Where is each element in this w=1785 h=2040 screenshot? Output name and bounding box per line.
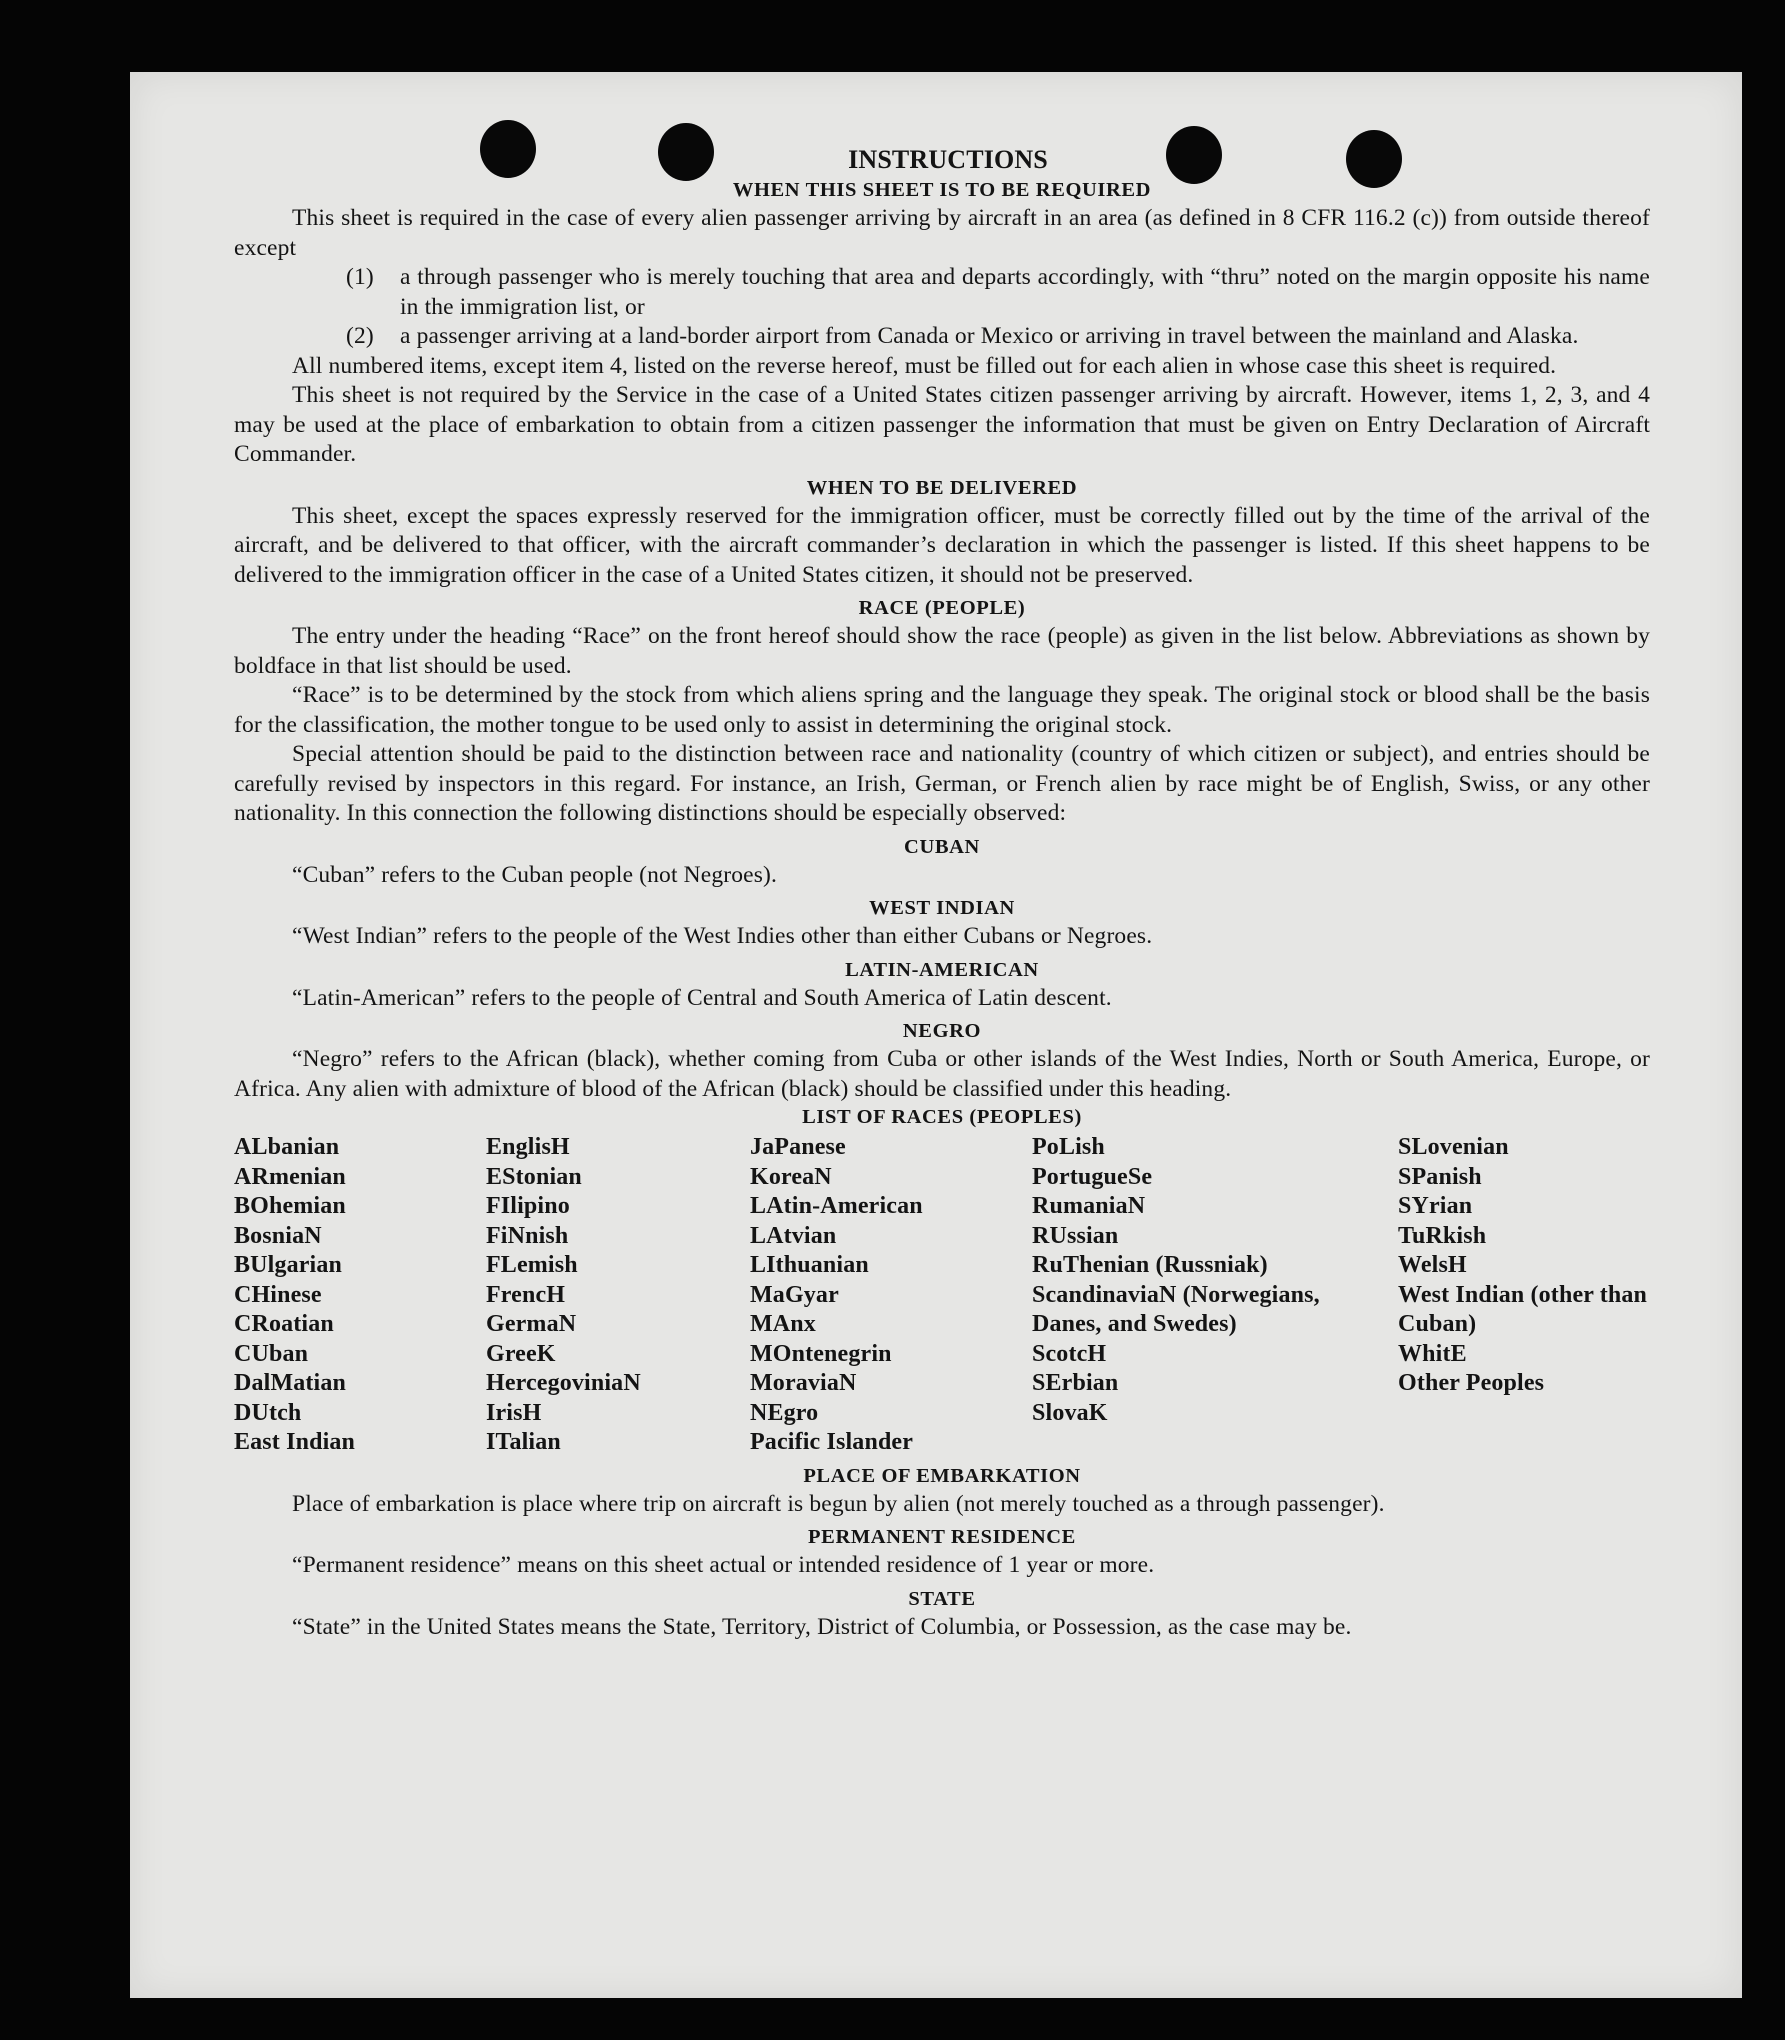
heading-when-required: WHEN THIS SHEET IS TO BE REQUIRED bbox=[732, 179, 1152, 201]
race-entry: FLemish bbox=[486, 1252, 578, 1278]
race-entry: DalMatian bbox=[234, 1370, 347, 1396]
item-text: a passenger arriving at a land-border airport from Canada or Mexico or arriving in travel between the mainland and Alaska. bbox=[400, 323, 1579, 349]
race-entry: LAtin-American bbox=[750, 1193, 923, 1219]
race-entry: NEgro bbox=[750, 1399, 819, 1426]
race-entry: CRoatian bbox=[234, 1311, 334, 1337]
race-entry: RuThenian (Russniak) bbox=[1032, 1252, 1268, 1278]
page-title: INSTRUCTIONS bbox=[848, 145, 1048, 174]
race-entry: Pacific Islander bbox=[750, 1429, 914, 1455]
paragraph: This sheet, except the spaces expressly reserved for the immigration officer, must be correctly filled out by the time of the arrival of the aircraft, and be delivered to that officer, with the aircraft commander’s declaration in which the passenger is listed. If this sheet happens to be delivered to the immigration officer in the case of a United States citizen, it should not be preserved. bbox=[234, 502, 1650, 588]
race-entry: SlovaK bbox=[1032, 1399, 1108, 1426]
paragraph: “Negro” refers to the African (black), whether coming from Cuba or other islands of the West Indies, North or South America, Europe, or Africa. Any alien with admixture of blood of the African (black) should be classified under this heading. bbox=[234, 1046, 1650, 1102]
heading-when-delivered: WHEN TO BE DELIVERED bbox=[806, 476, 1078, 499]
race-list bbox=[234, 1133, 1650, 1458]
race-entry: LIthuanian bbox=[750, 1252, 869, 1278]
heading-state: STATE bbox=[908, 1587, 976, 1610]
paragraph: All numbered items, except item 4, listed on the reverse hereof, must be filled out for each alien in whose case this sheet is required. bbox=[292, 352, 1557, 379]
race-column bbox=[1398, 1133, 1650, 1458]
item-number: (2) bbox=[346, 323, 374, 349]
race-entry: LAtvian bbox=[750, 1222, 837, 1249]
instructions-text bbox=[234, 143, 1650, 1642]
heading-race: RACE (PEOPLE) bbox=[858, 597, 1026, 619]
paragraph: “Cuban” refers to the Cuban people (not Negroes). bbox=[292, 861, 778, 888]
race-column bbox=[486, 1133, 750, 1458]
race-entry: Other Peoples bbox=[1398, 1370, 1545, 1396]
race-entry: MOntenegrin bbox=[750, 1340, 892, 1367]
paragraph: “Permanent residence” means on this sheet actual or intended residence of 1 year or more. bbox=[292, 1552, 1155, 1578]
heading-list-of-races: LIST OF RACES (PEOPLES) bbox=[802, 1106, 1082, 1128]
race-entry: MoraviaN bbox=[750, 1370, 857, 1396]
paragraph: “Race” is to be determined by the stock from which aliens spring and the language they speak. The original stock or blood shall be the basis for the classification, the mother tongue to be used only to assist in determining the original stock. bbox=[234, 682, 1650, 738]
race-entry: SYrian bbox=[1398, 1193, 1473, 1219]
paragraph: This sheet is required in the case of every alien passenger arriving by aircraft in an area (as defined in 8 CFR 116.2 (c)) from outside thereof except bbox=[234, 205, 1650, 261]
race-entry: RUssian bbox=[1032, 1222, 1119, 1249]
race-entry: FIlipino bbox=[486, 1193, 570, 1219]
race-entry: ALbanian bbox=[234, 1134, 340, 1160]
race-entry: KoreaN bbox=[750, 1163, 832, 1190]
race-entry: FiNnish bbox=[486, 1222, 569, 1249]
race-entry: WhitE bbox=[1398, 1340, 1467, 1367]
race-entry: HercegoviniaN bbox=[486, 1370, 641, 1396]
paragraph: “State” in the United States means the State, Territory, District of Columbia, or Possession, as the case may be. bbox=[292, 1613, 1352, 1640]
race-entry: BUlgarian bbox=[234, 1252, 343, 1278]
race-entry: GreeK bbox=[486, 1340, 556, 1367]
item-number: (1) bbox=[346, 264, 374, 290]
list-item bbox=[346, 322, 1650, 352]
race-entry: ScandinaviaN (Norwegians, Danes, and Swedes) bbox=[1032, 1281, 1320, 1337]
race-entry: FrencH bbox=[486, 1281, 566, 1308]
race-entry: EnglisH bbox=[486, 1134, 570, 1160]
heading-negro: NEGRO bbox=[902, 1020, 982, 1042]
paragraph: The entry under the heading “Race” on the front hereof should show the race (people) as given in the list below. Abbreviations as shown by boldface in that list should be used. bbox=[234, 623, 1650, 679]
race-entry: MaGyar bbox=[750, 1281, 839, 1308]
item-text: a through passenger who is merely touching that area and departs accordingly, with “thru” noted on the margin opposite his name in the immigration list, or bbox=[400, 264, 1650, 320]
heading-embarkation: PLACE OF EMBARKATION bbox=[803, 1464, 1081, 1487]
paragraph: “West Indian” refers to the people of the West Indies other than either Cubans or Negroes. bbox=[292, 923, 1153, 949]
race-entry: PortugueSe bbox=[1032, 1163, 1153, 1190]
race-entry: SErbian bbox=[1032, 1370, 1119, 1396]
race-entry: JaPanese bbox=[750, 1134, 846, 1160]
heading-latin-american: LATIN-AMERICAN bbox=[845, 958, 1039, 981]
heading-cuban: CUBAN bbox=[904, 835, 980, 858]
race-entry: EStonian bbox=[486, 1163, 582, 1190]
race-entry: West Indian (other than Cuban) bbox=[1398, 1281, 1648, 1337]
list-item bbox=[346, 263, 1650, 322]
race-entry: MAnx bbox=[750, 1311, 816, 1337]
race-entry: PoLish bbox=[1032, 1134, 1105, 1160]
race-entry: WelsH bbox=[1398, 1252, 1467, 1278]
race-entry: TuRkish bbox=[1398, 1222, 1487, 1249]
race-entry: BOhemian bbox=[234, 1193, 346, 1219]
paragraph: “Latin-American” refers to the people of Central and South America of Latin descent. bbox=[292, 984, 1112, 1011]
race-entry: SLovenian bbox=[1398, 1134, 1509, 1160]
race-entry: CUban bbox=[234, 1340, 309, 1367]
race-entry: ScotcH bbox=[1032, 1340, 1107, 1367]
race-entry: DUtch bbox=[234, 1399, 302, 1426]
race-column bbox=[234, 1133, 486, 1458]
race-entry: RumaniaN bbox=[1032, 1193, 1146, 1219]
heading-residence: PERMANENT RESIDENCE bbox=[808, 1526, 1076, 1548]
race-column bbox=[750, 1133, 1032, 1458]
race-entry: East Indian bbox=[234, 1429, 356, 1455]
race-entry: ARmenian bbox=[234, 1163, 346, 1190]
race-entry: ITalian bbox=[486, 1429, 561, 1455]
race-entry: SPanish bbox=[1398, 1163, 1482, 1190]
race-entry: GermaN bbox=[486, 1311, 577, 1337]
race-entry: IrisH bbox=[486, 1399, 542, 1426]
paragraph: Special attention should be paid to the distinction between race and nationality (country of which citizen or subject), and entries should be carefully revised by inspectors in this regard. For instance, an Irish, German, or French alien by race might be of English, Swiss, or any other nationality. In this connection the following distinctions should be especially observed: bbox=[234, 741, 1650, 826]
heading-west-indian: WEST INDIAN bbox=[869, 897, 1015, 919]
paragraph: Place of embarkation is place where trip on aircraft is begun by alien (not merely touched as a through passenger). bbox=[292, 1490, 1385, 1517]
race-entry: CHinese bbox=[234, 1281, 322, 1308]
paragraph: This sheet is not required by the Service in the case of a United States citizen passenger arriving by aircraft. However, items 1, 2, 3, and 4 may be used at the place of embarkation to obtain from a citizen passenger the information that must be given on Entry Declaration of Aircraft Commander. bbox=[234, 382, 1650, 467]
race-entry: BosniaN bbox=[234, 1222, 322, 1249]
race-column bbox=[1032, 1133, 1398, 1458]
